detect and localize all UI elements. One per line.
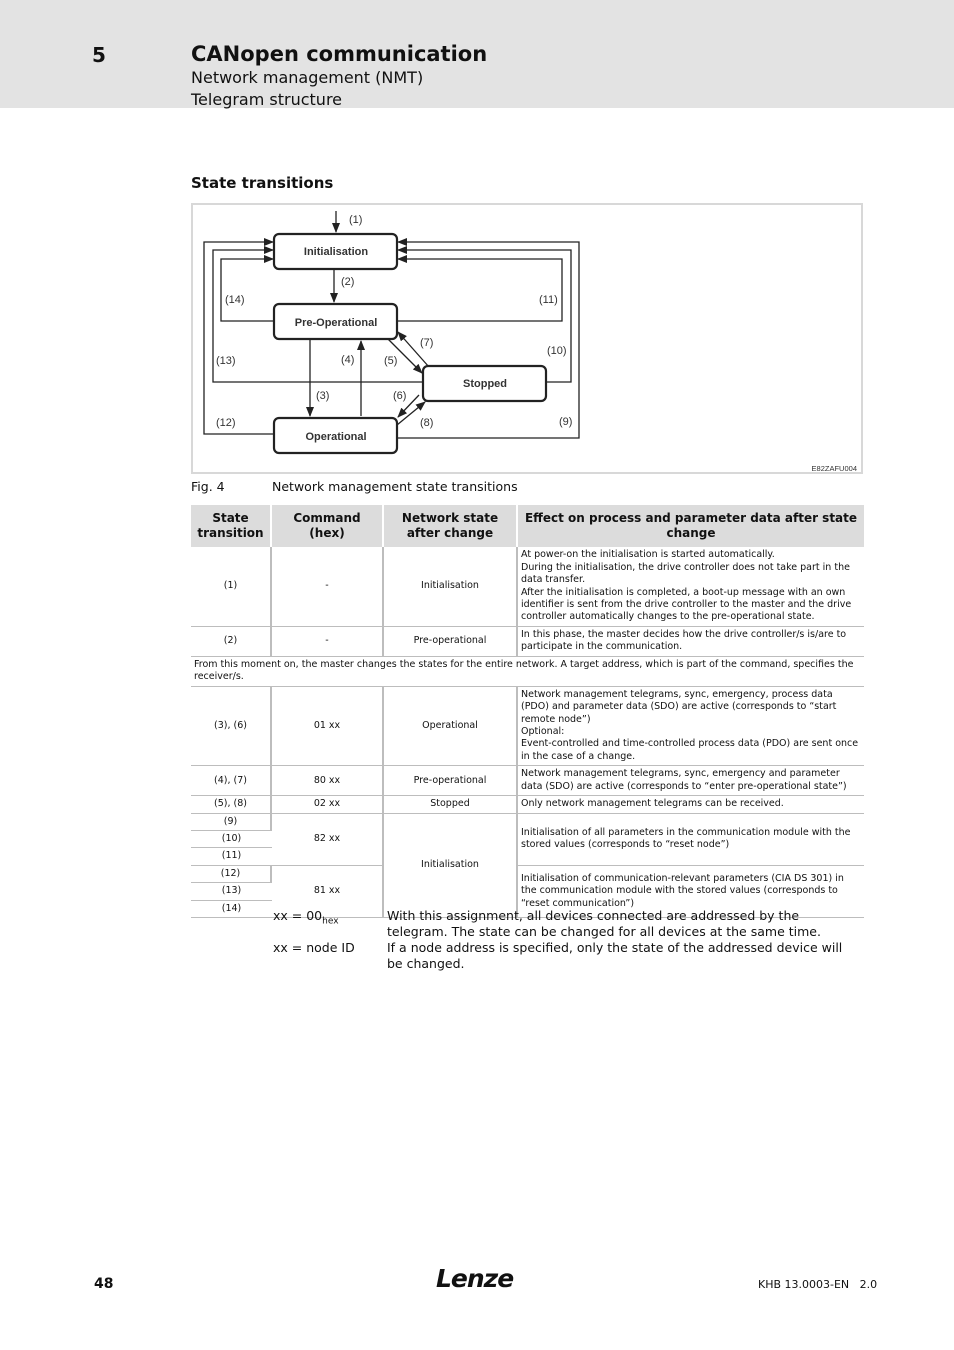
table-header-row — [191, 505, 864, 547]
figure-caption-number: Fig. 4 — [191, 479, 225, 494]
chapter-title: CANopen communication — [191, 42, 488, 66]
label-6: (6) — [393, 390, 407, 402]
label-11: (11) — [539, 294, 558, 306]
effect-line: During the initialisation, the drive controller does not take part in the data transfer. — [521, 561, 850, 586]
table-note: From this moment on, the master changes the states for the entire network. A target address, which is part of the command, specifies the receiver/s. — [191, 657, 864, 687]
label-13: (13) — [216, 355, 236, 367]
table-row — [191, 547, 864, 627]
label-7: (7) — [420, 337, 434, 349]
cell-command: - — [272, 627, 384, 657]
state-diagram — [193, 205, 865, 476]
cell-transition: (1) — [191, 547, 272, 627]
table-row — [191, 814, 864, 831]
label-3: (3) — [316, 390, 330, 402]
label-1: (1) — [349, 214, 363, 226]
cell-transition: (13) — [191, 883, 272, 900]
footnote-key-broadcast: xx = $00_{hex}$ — [273, 908, 339, 927]
arrow-12 — [204, 242, 273, 434]
label-8: (8) — [420, 417, 434, 429]
arrow-11 — [397, 259, 562, 321]
table-row — [191, 866, 864, 883]
table-note-row — [191, 657, 864, 687]
page-number: 48 — [94, 1276, 114, 1292]
cell-transition: (12) — [191, 866, 272, 883]
state-label-stopped: Stopped — [463, 378, 507, 390]
cell-command: 80 xx — [272, 766, 384, 796]
label-5: (5) — [384, 355, 398, 367]
cell-transition: (9) — [191, 814, 272, 831]
section-title: State transitions — [191, 174, 334, 192]
cell-effect: Network management telegrams, sync, emergency and parameter data (SDO) are active (corresponds to “enter pre-operational state”) — [518, 766, 864, 796]
table-row — [191, 627, 864, 657]
footnote-key-node: xx = node ID — [273, 940, 355, 955]
cell-state: Pre-operational — [384, 627, 518, 657]
header-state-transition: State transition — [191, 505, 272, 547]
cell-command: 02 xx — [272, 796, 384, 813]
state-label-preop: Pre-Operational — [294, 317, 378, 329]
state-diagram-figure — [191, 203, 863, 474]
cell-state: Operational — [384, 687, 518, 766]
cell-effect: Initialisation of all parameters in the communication module with the stored values (corresponds to “reset node”) — [518, 814, 864, 866]
cell-effect — [518, 547, 864, 627]
cell-state: Initialisation — [384, 547, 518, 627]
table-row — [191, 687, 864, 766]
subtitle-nmt: Network management (NMT) — [191, 68, 424, 87]
effect-line: Optional: — [521, 726, 565, 738]
table-row — [191, 796, 864, 813]
header-effect: Effect on process and parameter data after state change — [518, 505, 864, 547]
cell-state: Stopped — [384, 796, 518, 813]
effect-line: Event-controlled and time-controlled process data (PDO) are sent once in the case of a change. — [521, 738, 859, 762]
label-10: (10) — [547, 345, 567, 357]
cell-transition: (11) — [191, 848, 272, 865]
figure-code: E82ZAFU004 — [811, 464, 857, 473]
footnote-text-broadcast: With this assignment, all devices connected are addressed by the telegram. The state can be changed for all devices at the same time. — [387, 908, 821, 939]
state-label-init: Initialisation — [303, 246, 369, 258]
cell-command: 82 xx — [272, 814, 384, 866]
cell-command: - — [272, 547, 384, 627]
header-network-state: Network state after change — [384, 505, 518, 547]
cell-effect — [518, 687, 864, 766]
state-label-op: Operational — [305, 431, 367, 443]
label-14: (14) — [225, 294, 245, 306]
arrow-14 — [221, 259, 273, 321]
figure-caption-text: Network management state transitions — [272, 479, 518, 494]
cell-state: Initialisation — [384, 814, 518, 918]
cell-state: Pre-operational — [384, 766, 518, 796]
cell-effect: In this phase, the master decides how the drive controller/s is/are to participate in the communication. — [518, 627, 864, 657]
label-2: (2) — [341, 276, 355, 288]
header-command: Command (hex) — [272, 505, 384, 547]
footnote-text-node: If a node address is specified, only the state of the addressed device will be changed. — [387, 940, 843, 971]
state-transition-table — [191, 505, 864, 918]
cell-command: 01 xx — [272, 687, 384, 766]
subtitle-telegram: Telegram structure — [191, 90, 343, 109]
effect-line: Network management telegrams, sync, emergency, process data (PDO) and parameter data (SDO) are active (corresponds to “start remote node”) — [521, 688, 837, 725]
cell-effect: Initialisation of communication-relevant parameters (CIA DS 301) in the communication module with the stored values (corresponds to “reset communication”) — [518, 866, 864, 918]
cell-transition: (10) — [191, 831, 272, 848]
label-4: (4) — [341, 354, 355, 366]
cell-effect: Only network management telegrams can be received. — [518, 796, 864, 813]
effect-line: After the initialisation is completed, a boot-up message with an own identifier is sent from the drive controller to the master and the drive controller automatically changes to the pre-operational state. — [521, 586, 852, 623]
cell-command: 81 xx — [272, 866, 384, 918]
label-12: (12) — [216, 417, 236, 429]
cell-transition: (4), (7) — [191, 766, 272, 796]
effect-line: At power-on the initialisation is started automatically. — [521, 549, 775, 561]
table-row — [191, 766, 864, 796]
lenze-logo: Lenze — [436, 1264, 514, 1293]
chapter-number: 5 — [92, 43, 106, 67]
document-id: KHB 13.0003-EN 2.0 — [758, 1278, 878, 1291]
label-9: (9) — [559, 416, 573, 428]
cell-transition: (5), (8) — [191, 796, 272, 813]
cell-transition: (3), (6) — [191, 687, 272, 766]
cell-transition: (14) — [191, 901, 272, 918]
cell-transition: (2) — [191, 627, 272, 657]
